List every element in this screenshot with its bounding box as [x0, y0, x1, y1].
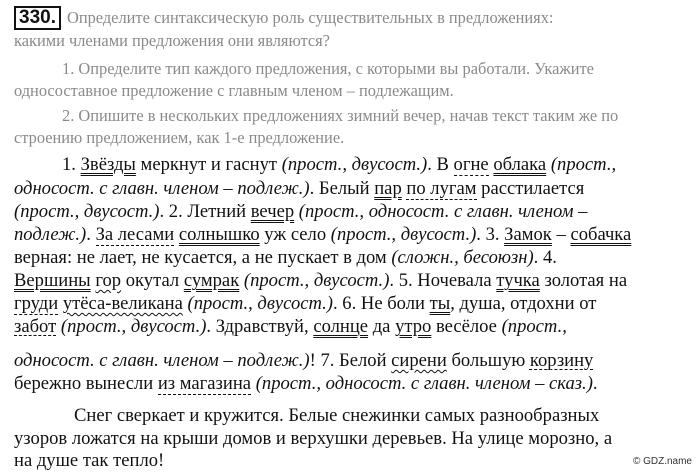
analysis-note: (прост., односост. с главн. членом – сказ.) — [255, 373, 593, 394]
text: расстилается — [476, 178, 585, 199]
answer-line-6 — [14, 270, 627, 292]
analysis-note: (прост., двусост.) — [330, 224, 477, 245]
answer-line-9 — [14, 350, 593, 372]
text: да — [368, 316, 396, 337]
subtask-1-line-2: односоставное предложение с главным членом – подлежащим. — [14, 81, 454, 100]
analysis-note: (прост., односост. с главн. членом – — [298, 201, 588, 222]
text: . 5. Ночевала — [389, 270, 497, 291]
task-line-2: какими членами предложения они являются? — [14, 31, 330, 50]
object-word: забот — [14, 316, 57, 337]
answer-line-10 — [14, 373, 598, 395]
text: ! 7. Белой — [309, 350, 392, 371]
answer-line-2 — [14, 178, 584, 200]
subject-word: ты — [429, 293, 451, 314]
text: – — [551, 224, 571, 245]
subject-word: пар — [374, 178, 402, 199]
answer-line-1 — [62, 154, 616, 176]
text: . 6. Не боли — [333, 293, 430, 314]
predicate-word: собачка — [570, 224, 632, 245]
answer-line-4 — [14, 224, 631, 246]
answer-line-8 — [14, 316, 567, 338]
attribute-word: сирени — [391, 350, 447, 371]
analysis-note: (прост., двусост.) — [14, 201, 160, 222]
subject-word: вечер — [250, 201, 295, 222]
subject-word: облака — [493, 154, 547, 175]
text: весёлое — [431, 316, 502, 337]
answer-line-3 — [14, 201, 587, 223]
analysis-note: (прост., двусост.) — [60, 316, 207, 337]
subject-word: Звёзды — [80, 154, 136, 175]
task-line-1 — [14, 6, 553, 30]
text: . Белый — [309, 178, 375, 199]
analysis-note: (прост., двусост.) — [281, 154, 428, 175]
attribute-word: гор — [95, 270, 122, 291]
subject-word: Замок — [504, 224, 552, 245]
analysis-note: (прост., — [550, 154, 617, 175]
text: золотая на — [539, 270, 628, 291]
adverbial-word: За лесами — [95, 224, 175, 245]
subject-word: утро — [395, 316, 432, 337]
subtask-2-line-2: строению предложением, как 1-е предложение. — [14, 128, 345, 147]
essay-line-1: Снег сверкает и кружится. Белые снежинки самых разнообразных — [74, 405, 600, 426]
text: бережно вынесли — [14, 373, 158, 394]
exercise-number: 330. — [14, 6, 61, 30]
answer-line-7 — [14, 293, 596, 315]
text: . В — [427, 154, 454, 175]
adverbial-word: по лугам — [406, 178, 477, 199]
watermark: © GDZ.name — [632, 456, 692, 467]
text: 1. — [62, 154, 81, 175]
analysis-note: (прост., — [501, 316, 567, 337]
subject-word: сумрак — [183, 270, 240, 291]
text: большую — [446, 350, 530, 371]
analysis-note: односост. с главн. членом – подлеж.) — [14, 350, 310, 371]
text: верная: не лает, не кусается, а не пускает в дом — [14, 247, 392, 268]
subject-word: тучка — [496, 270, 540, 291]
adverbial-word: груди — [14, 293, 59, 314]
adverbial-word: из магазина — [157, 373, 252, 394]
essay-line-2: узоров ложатся на крыши домов и верхушки деревьев. На улице морозно, а — [14, 428, 613, 449]
subtask-1-line-1: 1. Определите тип каждого предложения, с которыми вы работали. Укажите — [62, 59, 594, 78]
text: . 4. — [533, 247, 557, 268]
analysis-note: (прост., двусост.) — [243, 270, 390, 291]
text: окутал — [121, 270, 184, 291]
object-word: корзину — [529, 350, 594, 371]
text: . Здравствуй, — [206, 316, 314, 337]
text: . 3. — [476, 224, 505, 245]
subtask-2-line-1: 2. Опишите в нескольких предложениях зимний вечер, начав текст таким же по — [62, 106, 619, 125]
answer-line-5 — [14, 247, 557, 269]
analysis-note: (сложн., бесоюзн) — [391, 247, 534, 268]
subject-word: солнышко — [178, 224, 260, 245]
text: меркнут и гаснут — [135, 154, 282, 175]
analysis-note: (прост., двусост.) — [187, 293, 333, 314]
adverbial-word: огне — [453, 154, 489, 175]
subject-word: солнце — [313, 316, 369, 337]
text: , душа, отдохни от — [450, 293, 597, 314]
subject-word: Вершины — [14, 270, 91, 291]
attribute-word: утёса-великана — [62, 293, 183, 314]
essay-line-3: на душе так тепло! — [14, 450, 165, 471]
text: . 2. Летний — [159, 201, 251, 222]
analysis-note: односост. с главн. членом – подлеж.) — [14, 178, 310, 199]
task-text-1: Определите синтаксическую роль существительных в предложениях: — [66, 8, 554, 27]
text: . — [592, 373, 598, 394]
text: уж село — [259, 224, 331, 245]
analysis-note: подлеж.) — [14, 224, 87, 245]
text: . — [86, 224, 96, 245]
